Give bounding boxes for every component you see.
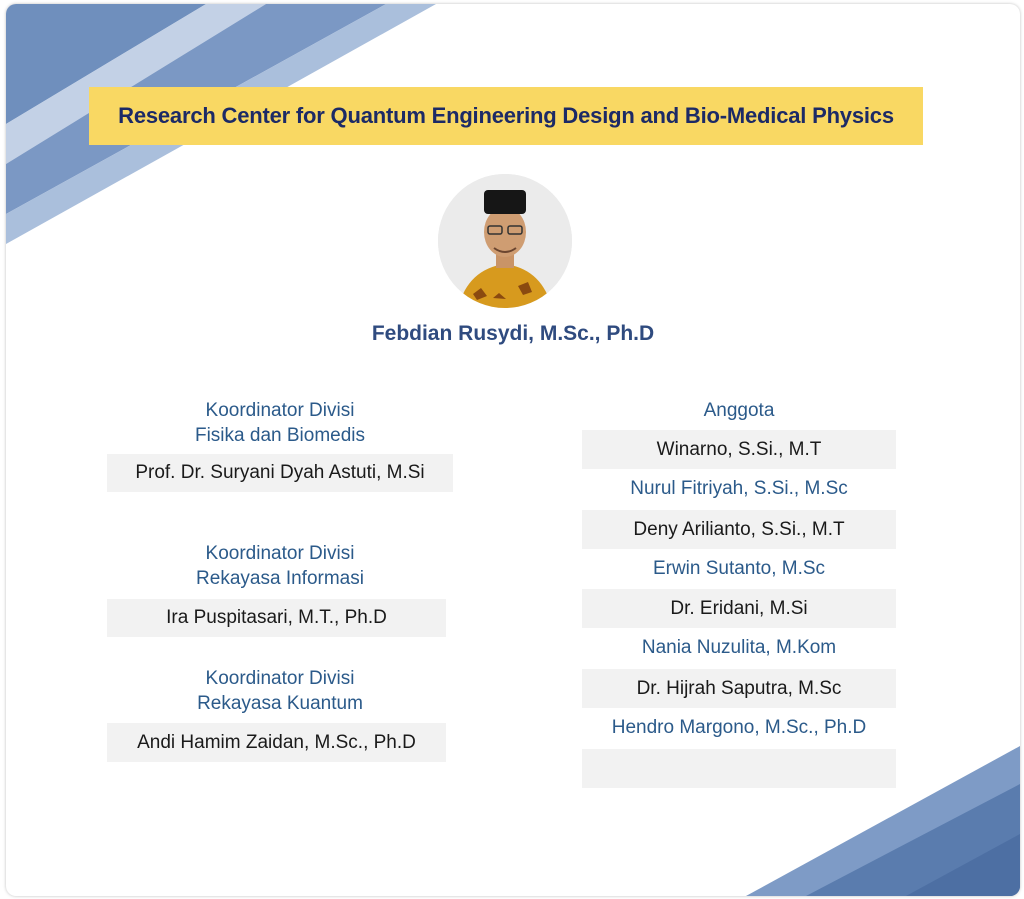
org-chart-card <box>6 4 1020 896</box>
coordinator-title-line1: Koordinator Divisi <box>205 543 355 564</box>
coordinator-title-line2: Rekayasa Informasi <box>196 568 364 589</box>
coordinator-title-fisika <box>107 398 453 448</box>
coordinator-name-informasi: Ira Puspitasari, M.T., Ph.D <box>107 599 446 637</box>
member-item: Nurul Fitriyah, S.Si., M.Sc <box>630 477 848 499</box>
coordinator-title-line2: Fisika dan Biomedis <box>194 425 366 446</box>
coordinator-name-kuantum: Andi Hamim Zaidan, M.Sc., Ph.D <box>107 723 446 762</box>
coordinator-title-kuantum <box>107 666 453 716</box>
center-title: Research Center for Quantum Engineering Design and Bio-Medical Physics <box>118 103 894 128</box>
coordinator-title-line2: Rekayasa Kuantum <box>197 693 363 714</box>
member-item: Erwin Sutanto, M.Sc <box>652 557 826 579</box>
coordinator-title-informasi <box>107 541 453 591</box>
person-portrait-icon <box>438 174 572 308</box>
member-item: Nania Nuzulita, M.Kom <box>641 636 837 658</box>
coordinator-title-line1: Koordinator Divisi <box>205 668 355 689</box>
members-title: Anggota <box>703 400 775 421</box>
member-item-empty <box>582 749 896 788</box>
member-item: Deny Arilianto, S.Si., M.T <box>582 510 896 549</box>
member-item: Hendro Margono, M.Sc., Ph.D <box>611 716 867 738</box>
coordinator-title-line1: Koordinator Divisi <box>205 400 355 421</box>
coordinator-name-fisika: Prof. Dr. Suryani Dyah Astuti, M.Si <box>107 454 453 492</box>
head-name: Febdian Rusydi, M.Sc., Ph.D <box>371 322 655 345</box>
head-portrait <box>438 174 572 308</box>
member-item: Dr. Hijrah Saputra, M.Sc <box>582 669 896 708</box>
center-title-banner <box>89 87 923 145</box>
member-item: Winarno, S.Si., M.T <box>582 430 896 469</box>
member-item: Dr. Eridani, M.Si <box>582 589 896 628</box>
